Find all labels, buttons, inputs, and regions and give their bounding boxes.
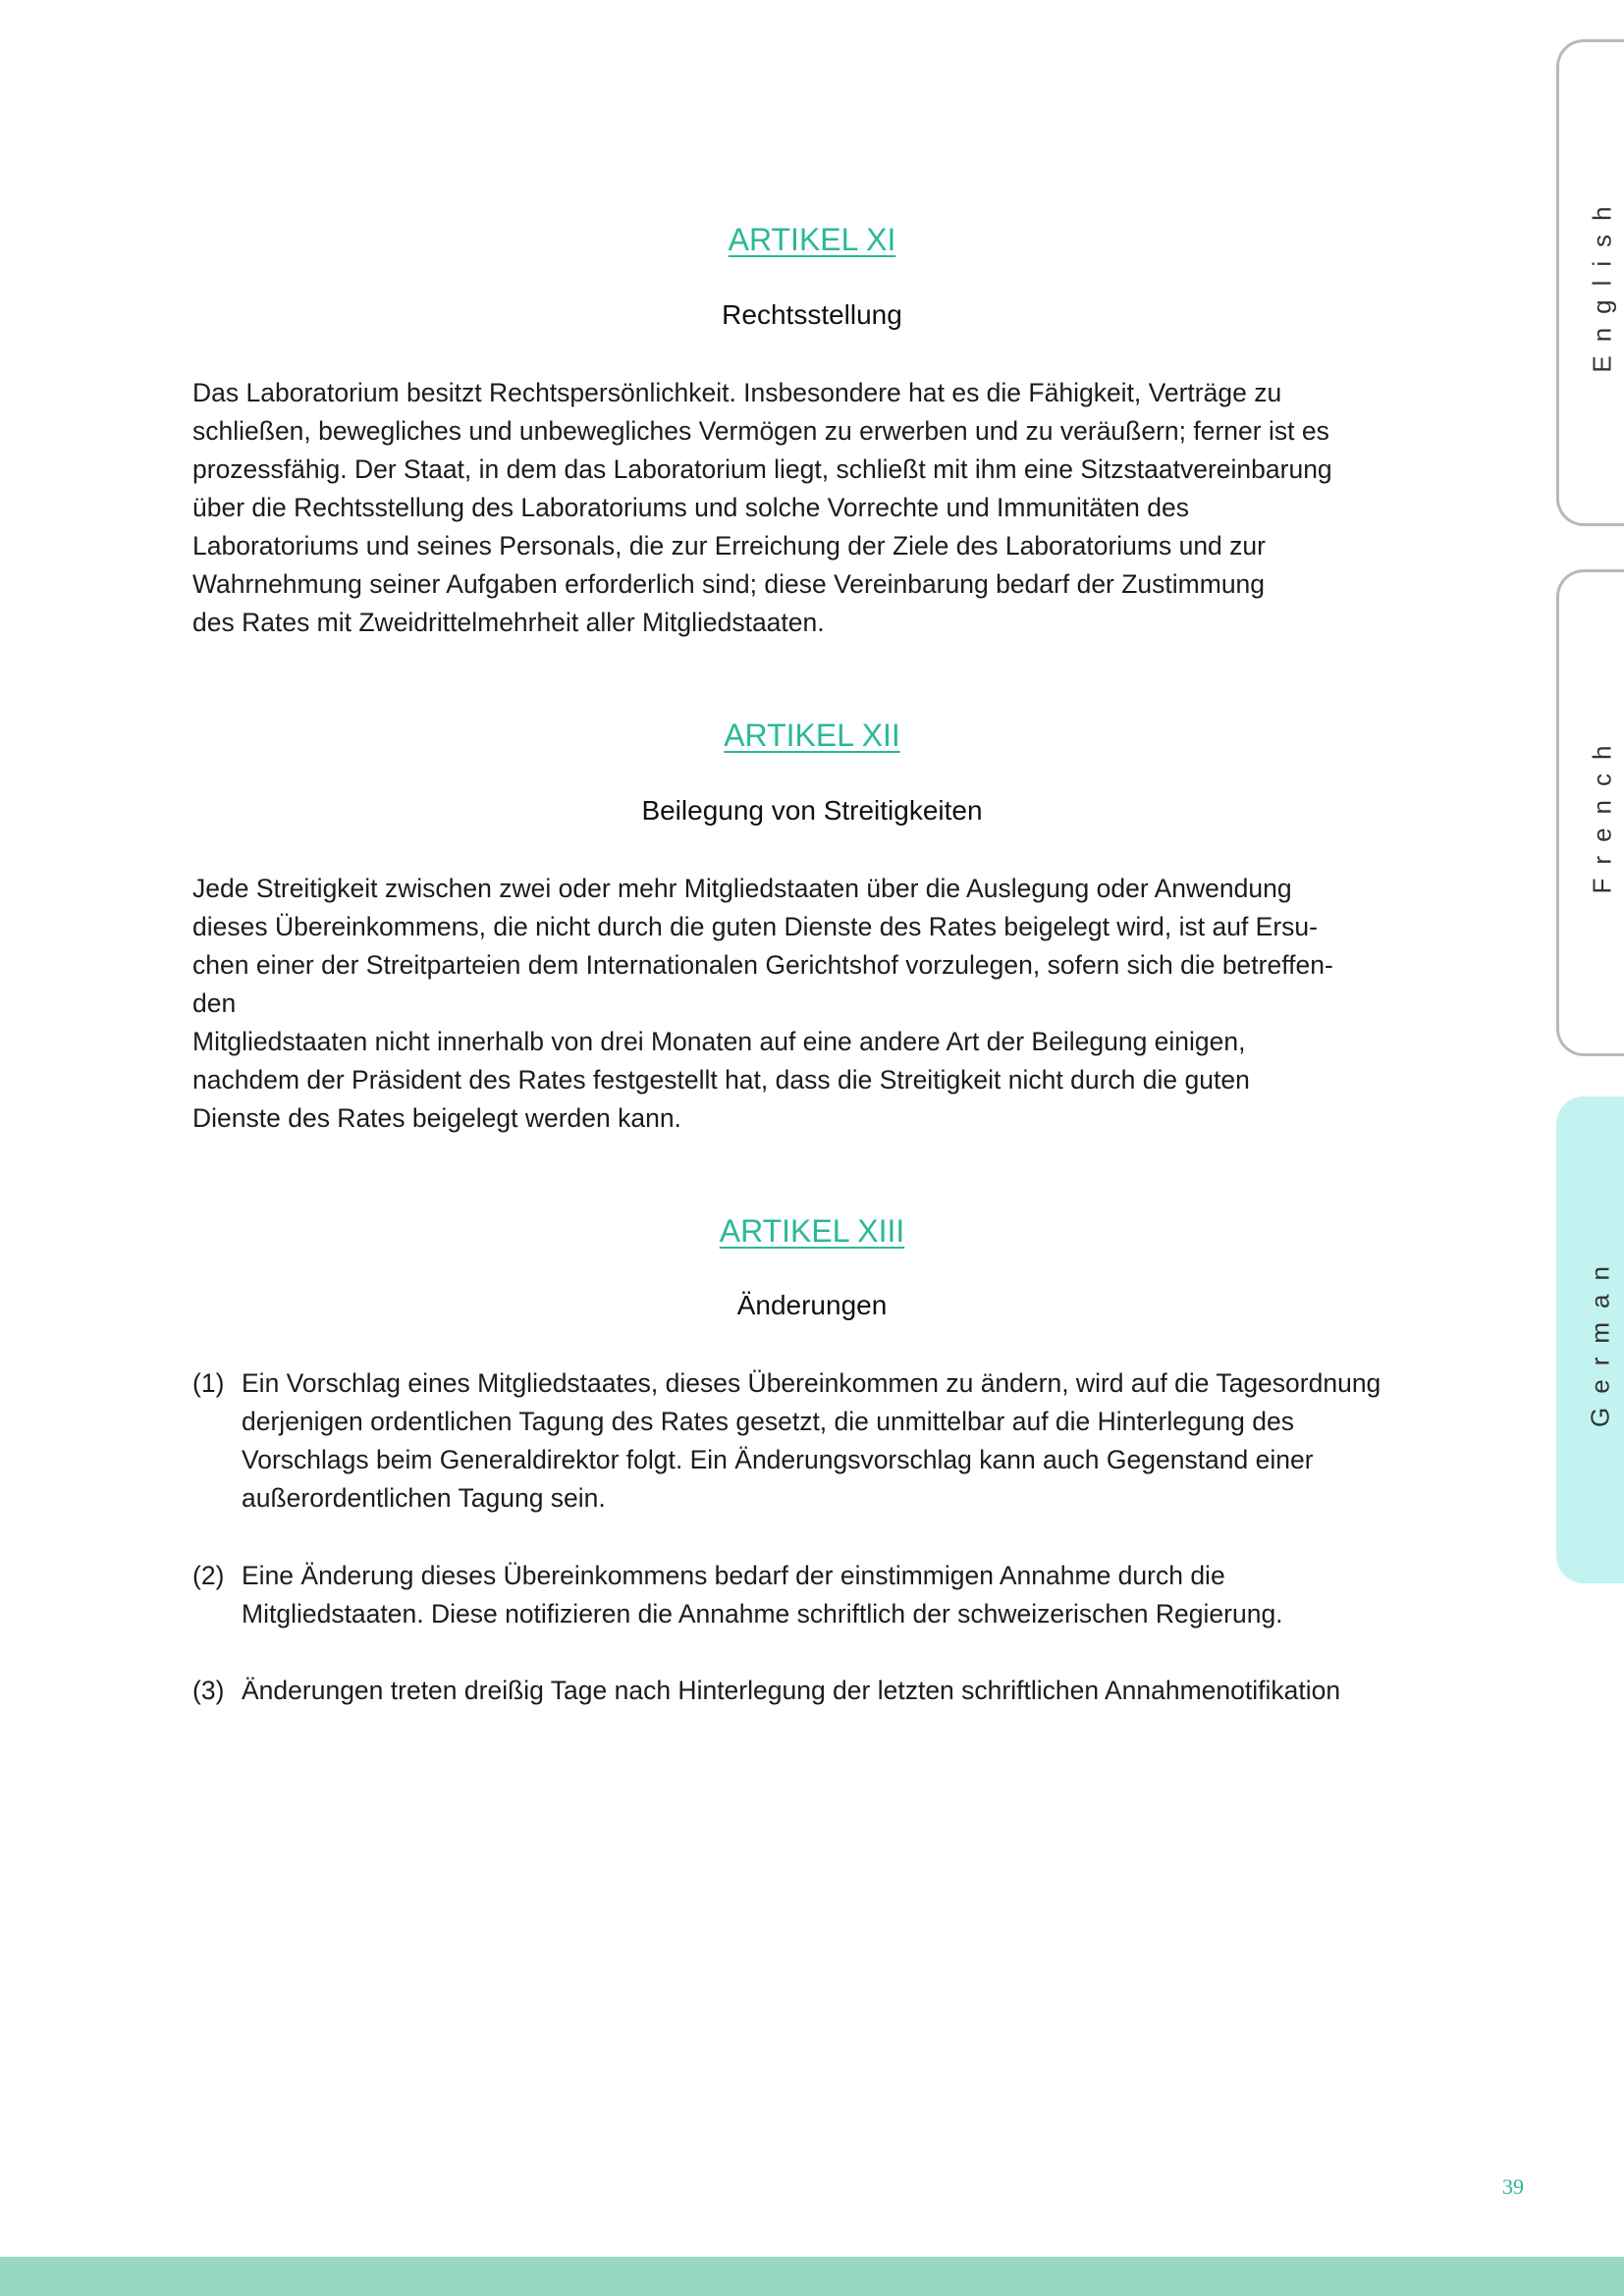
list-text [242, 1672, 1340, 1710]
paragraph-line: Wahrnehmung seiner Aufgaben erforderlich sind; diese Vereinbarung bedarf der Zustimmung [192, 569, 1266, 599]
paragraph-line: den [192, 988, 237, 1018]
list-line: derjenigen ordentlichen Tagung des Rates gesetzt, die unmittelbar auf die Hinterlegung des [242, 1407, 1294, 1436]
list-number: (2) [192, 1561, 225, 1590]
paragraph-line: schließen, bewegliches und unbewegliches Vermögen zu erwerben und zu veräußern; ferner ist es [192, 416, 1329, 446]
page-number: 39 [1502, 2174, 1524, 2199]
paragraph-line: chen einer der Streitparteien dem Internationalen Gerichtshof vorzulegen, sofern sich die betreffen- [192, 950, 1333, 980]
paragraph-line: Jede Streitigkeit zwischen zwei oder mehr Mitgliedstaaten über die Auslegung oder Anwendung [192, 874, 1292, 903]
article-xi-heading: ARTIKEL XI [728, 222, 896, 257]
paragraph-line: Mitgliedstaaten nicht innerhalb von drei Monaten auf eine andere Art der Beilegung einigen, [192, 1027, 1246, 1056]
article-xii-heading: ARTIKEL XII [724, 718, 900, 753]
list-line: Eine Änderung dieses Übereinkommens bedarf der einstimmigen Annahme durch die [242, 1561, 1225, 1590]
list-line: Ein Vorschlag eines Mitgliedstaates, dieses Übereinkommen zu ändern, wird auf die Tagesordnung [242, 1368, 1381, 1398]
article-xii-subtitle: Beilegung von Streitigkeiten [641, 795, 983, 826]
tab-french[interactable] [1556, 569, 1624, 1056]
paragraph-line: Das Laboratorium besitzt Rechtspersönlichkeit. Insbesondere hat es die Fähigkeit, Verträge zu [192, 378, 1282, 407]
tab-english[interactable] [1556, 39, 1624, 526]
article-xiii-subtitle: Änderungen [736, 1290, 888, 1320]
paragraph-line: über die Rechtsstellung des Laboratoriums und solche Vorrechte und Immunitäten des [192, 493, 1189, 522]
tab-german[interactable] [1556, 1096, 1624, 1583]
paragraph-line: Dienste des Rates beigelegt werden kann. [192, 1103, 681, 1133]
paragraph-line: des Rates mit Zweidrittelmehrheit aller Mitgliedstaaten. [192, 608, 825, 637]
list-text [242, 1557, 1283, 1633]
tab-german-label: German [1585, 1253, 1615, 1427]
list-number: (1) [192, 1368, 225, 1398]
article-xi-subtitle: Rechtsstellung [722, 299, 902, 330]
footer-band [0, 2257, 1624, 2296]
tab-english-label: English [1587, 192, 1616, 373]
list-text [242, 1364, 1380, 1518]
list-line: Änderungen treten dreißig Tage nach Hinterlegung der letzten schriftlichen Annahmenotifikation [242, 1676, 1341, 1705]
tab-french-label: French [1587, 731, 1616, 894]
article-xiii-heading: ARTIKEL XIII [719, 1213, 905, 1249]
list-line: Mitgliedstaaten. Diese notifizieren die Annahme schriftlich der schweizerischen Regierung. [242, 1599, 1283, 1629]
article-xi-paragraph [192, 374, 1432, 642]
paragraph-line: Laboratoriums und seines Personals, die zur Erreichung der Ziele des Laboratoriums und zur [192, 531, 1266, 561]
list-line: außerordentlichen Tagung sein. [242, 1483, 606, 1513]
article-xii-paragraph [192, 870, 1432, 1138]
paragraph-line: dieses Übereinkommens, die nicht durch die guten Dienste des Rates beigelegt wird, ist auf Ersu- [192, 912, 1318, 941]
paragraph-line: nachdem der Präsident des Rates festgestellt hat, dass die Streitigkeit nicht durch die guten [192, 1065, 1250, 1095]
list-line: Vorschlags beim Generaldirektor folgt. Ein Änderungsvorschlag kann auch Gegenstand einer [242, 1445, 1314, 1474]
paragraph-line: prozessfähig. Der Staat, in dem das Laboratorium liegt, schließt mit ihm eine Sitzstaatvereinbarung [192, 454, 1332, 484]
list-number: (3) [192, 1676, 225, 1705]
